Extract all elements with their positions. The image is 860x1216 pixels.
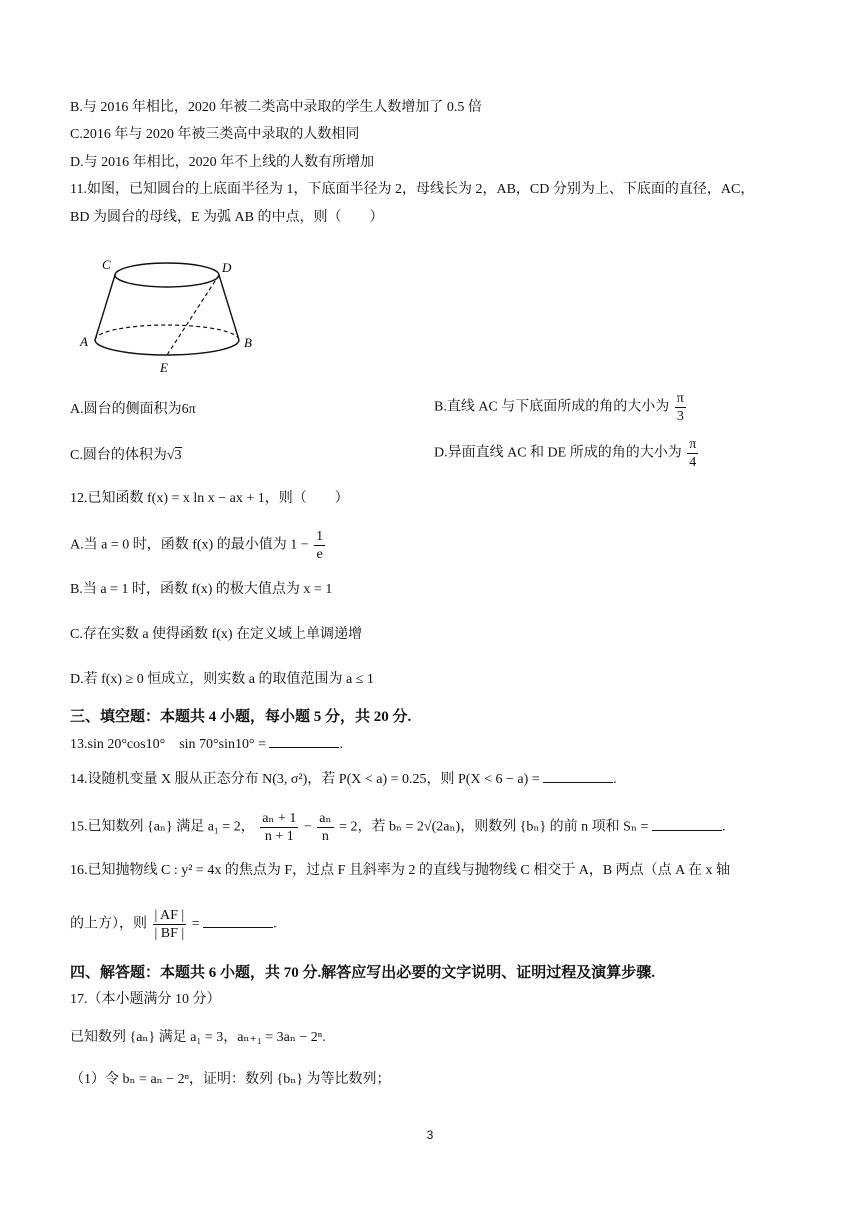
label-a: A — [80, 334, 88, 349]
option-10c: C.2016 年与 2020 年被三类高中录取的人数相同 — [70, 127, 360, 142]
question-11-line2: BD 为圆台的母线，E 为弧 AB 的中点，则（ ） — [70, 210, 384, 225]
option-11a: A.圆台的侧面积为6π — [70, 402, 196, 417]
question-14: 14.设随机变量 X 服从正态分布 N(3, σ²)，若 P(X < a) = 0.25，则 P(X < 6 − a) = . — [70, 772, 617, 787]
option-12d: D.若 f(x) ≥ 0 恒成立，则实数 a 的取值范围为 a ≤ 1 — [70, 672, 374, 687]
page-number: 3 — [426, 1128, 434, 1142]
option-11b: B.直线 AC 与下底面所成的角的大小为 $\frac{\pi}{3}$ — [434, 391, 684, 424]
question-17-title: 17.（本小题满分 10 分） — [70, 992, 221, 1007]
section-4-heading: 四、解答题：本题共 6 小题，共 70 分.解答应写出必要的文字说明、证明过程及演算步骤. — [70, 965, 656, 981]
label-b: B — [244, 335, 252, 350]
label-d: D — [222, 260, 232, 275]
option-10d: D.与 2016 年相比，2020 年不上线的人数有所增加 — [70, 155, 375, 170]
option-12c: C.存在实数 a 使得函数 f(x) 在定义域上单调递增 — [70, 627, 363, 642]
question-16-line2: 的上方），则 $\frac{| AF |}{| BF |}$ = . — [70, 908, 277, 941]
question-17-stem: 已知数列 {aₙ} 满足 a₁ = 3，aₙ₊₁ = 3aₙ − 2ⁿ. — [70, 1030, 326, 1045]
question-17-part1: （1）令 bₙ = aₙ − 2ⁿ，证明：数列 {bₙ} 为等比数列； — [70, 1072, 391, 1087]
question-12: 12.已知函数 f(x) = x ln x − ax + 1，则（ ） — [70, 491, 349, 506]
option-12a: A.当 a = 0 时，函数 f(x) 的最小值为 1 − $\frac{1}{e}$ — [70, 529, 324, 562]
option-11d: D.异面直线 AC 和 DE 所成的角的大小为 $\frac{\pi}{4}$ — [434, 437, 697, 470]
question-16-line1: 16.已知抛物线 C : y² = 4x 的焦点为 F，过点 F 且斜率为 2 的直线与抛物线 C 相交于 A，B 两点（点 A 在 x 轴 — [70, 863, 731, 878]
question-11-line1: 11.如图，已知圆台的上底面半径为 1，下底面半径为 2，母线长为 2，AB，CD 分别为上、下底面的直径，AC， — [70, 182, 755, 197]
label-e: E — [160, 360, 168, 375]
option-10b: B.与 2016 年相比，2020 年被二类高中录取的学生人数增加了 0.5 倍 — [70, 100, 482, 115]
question-15: 15.已知数列 {aₙ} 满足 a₁ = 2， $\frac{\text{aₙ + 1}}{n + 1}$ − $\frac{\text{aₙ}}{n}$ = 2，若 bₙ = 2√(2aₙ)，则数列 {bₙ} 的前 n 项和 Sₙ = . — [70, 811, 726, 844]
question-13: 13.sin 20°cos10° sin 70°sin10° = . — [70, 737, 343, 752]
label-c: C — [102, 257, 111, 272]
option-11c: C.圆台的体积为√3 — [70, 448, 182, 463]
frustum-figure — [72, 250, 272, 380]
section-3-heading: 三、填空题：本题共 4 小题，每小题 5 分，共 20 分. — [70, 709, 412, 725]
option-12b: B.当 a = 1 时，函数 f(x) 的极大值点为 x = 1 — [70, 582, 333, 597]
